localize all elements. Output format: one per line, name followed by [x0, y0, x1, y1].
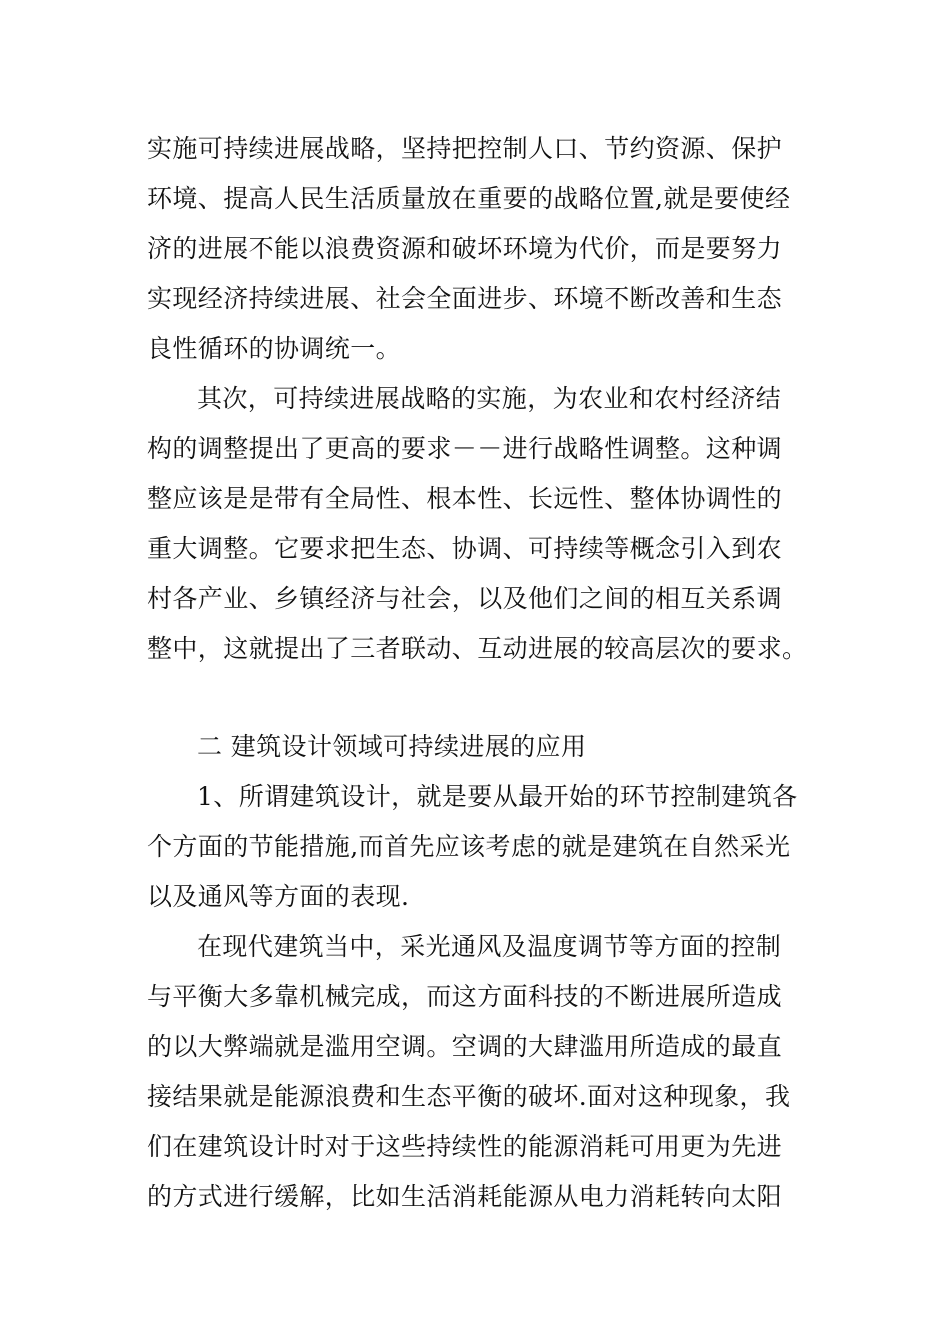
- paragraph-line: 环境、提高人民生活质量放在重要的战略位置,就是要使经: [147, 184, 791, 213]
- paragraph-line: 济的进展不能以浪费资源和破坏环境为代价，而是要努力: [147, 234, 783, 263]
- paragraph-line: 实施可持续进展战略，坚持把控制人口、节约资源、保护: [147, 134, 783, 163]
- paragraph-line: 构的调整提出了更高的要求－－进行战略性调整。这种调: [147, 434, 783, 463]
- paragraph-line: 接结果就是能源浪费和生态平衡的破坏.面对这种现象，我: [147, 1082, 791, 1111]
- paragraph-line: 的以大弊端就是滥用空调。空调的大肆滥用所造成的最直: [147, 1032, 783, 1061]
- paragraph-line: 的方式进行缓解，比如生活消耗能源从电力消耗转向太阳: [147, 1182, 783, 1211]
- paragraph-line: 整中，这就提出了三者联动、互动进展的较高层次的要求。: [147, 634, 808, 663]
- paragraph-line: 重大调整。它要求把生态、协调、可持续等概念引入到农: [147, 534, 783, 563]
- paragraph-line: 整应该是是带有全局性、根本性、长远性、整体协调性的: [147, 484, 783, 513]
- paragraph-line: 实现经济持续进展、社会全面进步、环境不断改善和生态: [147, 284, 783, 313]
- section-heading: 二 建筑设计领域可持续进展的应用: [197, 732, 587, 761]
- paragraph-line: 其次，可持续进展战略的实施，为农业和农村经济结: [197, 384, 782, 413]
- paragraph-line: 良性循环的协调统一。: [147, 334, 402, 363]
- paragraph-line: 以及通风等方面的表现.: [147, 882, 410, 911]
- paragraph-line: 村各产业、乡镇经济与社会，以及他们之间的相互关系调: [147, 584, 783, 613]
- paragraph-line: 们在建筑设计时对于这些持续性的能源消耗可用更为先进: [147, 1132, 783, 1161]
- paragraph-line: 与平衡大多靠机械完成，而这方面科技的不断进展所造成: [147, 982, 783, 1011]
- paragraph-line: 在现代建筑当中，采光通风及温度调节等方面的控制: [197, 932, 782, 961]
- paragraph-line: 个方面的节能措施,而首先应该考虑的就是建筑在自然采光: [147, 832, 791, 861]
- paragraph-line: 1、所谓建筑设计，就是要从最开始的环节控制建筑各: [197, 782, 798, 811]
